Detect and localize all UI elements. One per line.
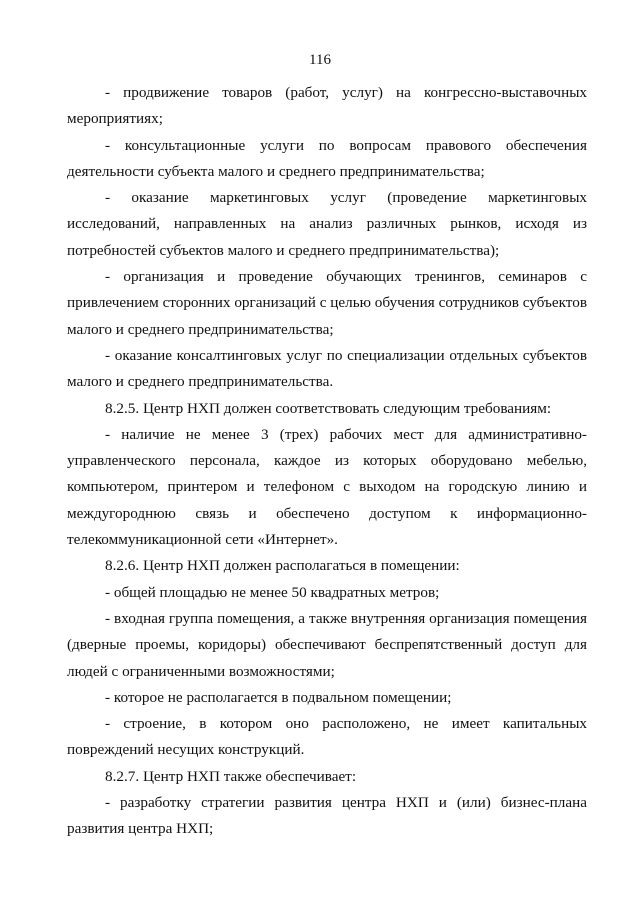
paragraph-section-8-2-7: 8.2.7. Центр НХП также обеспечивает: bbox=[105, 767, 357, 785]
paragraph-consulting: - оказание консалтинговых услуг по специализации отдельных субъектов малого и среднего предпринимательства. bbox=[67, 346, 587, 391]
paragraph-structure: - строение, в котором оно расположено, не имеет капитальных повреждений несущих конструкций. bbox=[67, 715, 587, 759]
paragraph-trainings: - организация и проведение обучающих тренингов, семинаров с привлечением сторонних организаций с целью обучения сотрудников субъектов малого и среднего предпринимательства; bbox=[67, 268, 587, 338]
paragraph-workplaces: - наличие не менее 3 (трех) рабочих мест для административно-управленческого персонала, каждое из которых оборудовано мебелью, компьютером, принтером и телефоном с выходом на городскую линию и междугороднюю связь и обеспечено доступом к информационно-телекоммуникационной сети «Интернет». bbox=[67, 425, 587, 549]
paragraph-marketing: - оказание маркетинговых услуг (проведение маркетинговых исследований, направленных на анализ различных рынков, исходя из потребностей субъектов малого и среднего предпринимательства); bbox=[67, 189, 587, 259]
paragraph-promotion: - продвижение товаров (работ, услуг) на конгрессно-выставочных мероприятиях; bbox=[67, 84, 587, 128]
paragraph-no-basement: - которое не располагается в подвальном помещении; bbox=[105, 688, 452, 706]
document-body bbox=[67, 80, 587, 843]
paragraph-legal-consulting: - консультационные услуги по вопросам правового обеспечения деятельности субъекта малого и среднего предпринимательства; bbox=[67, 136, 587, 180]
paragraph-strategy: - разработку стратегии развития центра НХП и (или) бизнес-плана развития центра НХП; bbox=[67, 794, 587, 838]
paragraph-section-8-2-5: 8.2.5. Центр НХП должен соответствовать следующим требованиям: bbox=[105, 399, 552, 417]
page-number: 116 bbox=[309, 52, 331, 68]
paragraph-area: - общей площадью не менее 50 квадратных метров; bbox=[105, 583, 440, 601]
paragraph-section-8-2-6: 8.2.6. Центр НХП должен располагаться в помещении: bbox=[105, 557, 460, 575]
paragraph-accessibility: - входная группа помещения, а также внутренняя организация помещения (дверные проемы, коридоры) обеспечивают беспрепятственный доступ для людей с ограниченными возможностями; bbox=[67, 609, 587, 680]
